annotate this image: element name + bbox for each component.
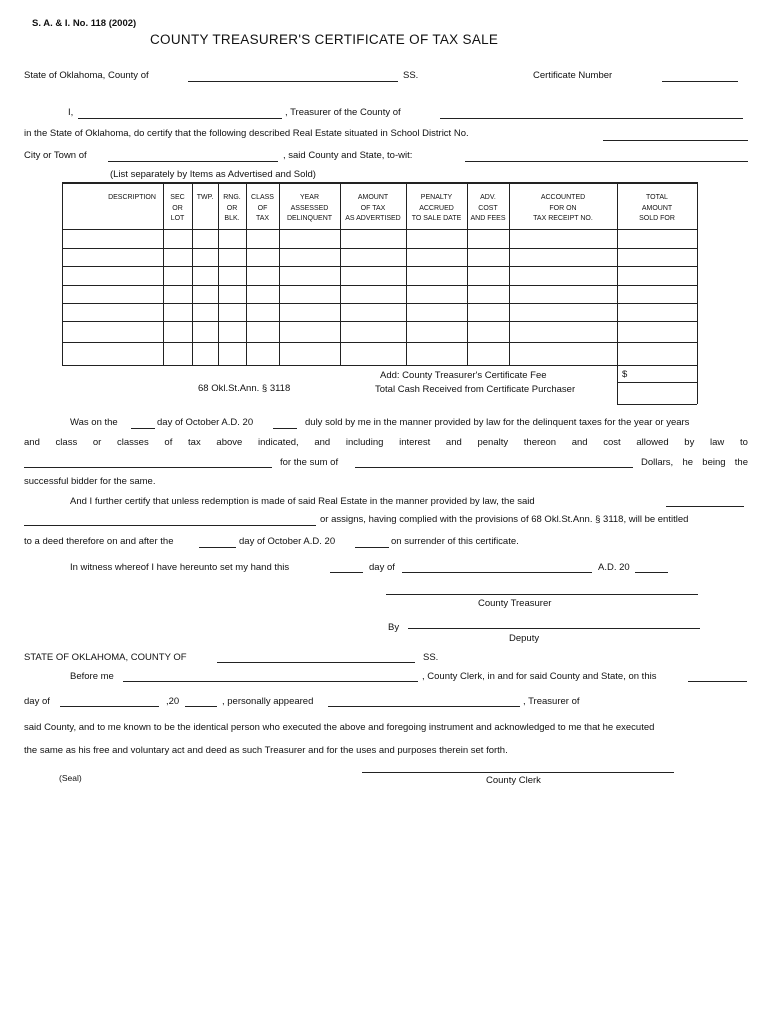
col-header-penalty: PENALTY ACCRUED TO SALE DATE: [411, 194, 462, 222]
table-row[interactable]: [62, 285, 697, 286]
real-estate-field[interactable]: [465, 161, 748, 162]
col-header-description: DESCRIPTION: [108, 194, 156, 201]
sale-year-field[interactable]: [273, 428, 297, 429]
deputy-signature-line[interactable]: [408, 628, 700, 629]
on-surrender-text: on surrender of this certificate.: [391, 536, 519, 547]
said-county-text: said County, and to me known to be the identical person who executed the above and foregoing instrument and acknowledged to me that he executed: [24, 722, 655, 733]
county-clerk-signature-line[interactable]: [362, 772, 674, 773]
col-header-class: CLASS OF TAX: [251, 194, 274, 222]
ack-day-of-label: day of: [24, 696, 50, 707]
col-header-adv: ADV. COST AND FEES: [470, 194, 506, 222]
col-header-sec: SEC OR LOT: [170, 194, 185, 222]
deputy-label: Deputy: [509, 633, 540, 644]
clerk-name-field[interactable]: [123, 681, 418, 682]
witness-day-field[interactable]: [330, 572, 363, 573]
col-header-twp: TWP.: [196, 194, 214, 201]
sum-amount-field[interactable]: [355, 467, 633, 468]
deed-year-field[interactable]: [355, 547, 389, 548]
said-county-label: , said County and State, to-wit:: [283, 150, 413, 161]
witness-ad-label: A.D. 20: [598, 562, 630, 573]
school-district-field[interactable]: [603, 140, 748, 141]
appeared-name-field[interactable]: [328, 706, 520, 707]
witness-day-of-label: day of: [369, 562, 395, 573]
table-row[interactable]: [62, 266, 697, 267]
table-row[interactable]: [62, 303, 697, 304]
duly-sold-text: duly sold by me in the manner provided by law for the delinquent taxes for the year or years: [305, 417, 690, 428]
said-party-field[interactable]: [666, 506, 744, 507]
ack-day-field[interactable]: [688, 681, 747, 682]
col-header-accounted: ACCOUNTED FOR ON TAX RECEIPT NO.: [533, 194, 593, 222]
ack-year-prefix: ,20: [166, 696, 180, 707]
by-label: By: [388, 622, 400, 633]
table-row[interactable]: [62, 342, 697, 343]
treasurer-of-county-label: , Treasurer of the County of: [285, 107, 401, 118]
dollar-sign: $: [622, 369, 628, 380]
assignee-field[interactable]: [24, 525, 316, 526]
ss-label: SS.: [403, 70, 419, 81]
ack-ss-label: SS.: [423, 652, 439, 663]
table-row[interactable]: [62, 321, 697, 322]
witness-month-field[interactable]: [402, 572, 592, 573]
witness-text: In witness whereof I have hereunto set my hand this: [70, 562, 290, 573]
seal-label: (Seal): [59, 773, 82, 783]
personally-appeared-label: , personally appeared: [222, 696, 314, 707]
dollars-label: Dollars, he being the: [641, 457, 748, 468]
deed-day-field[interactable]: [199, 547, 236, 548]
treasurer-signature-line[interactable]: [386, 594, 698, 595]
i-label: I,: [68, 107, 74, 118]
before-me-label: Before me: [70, 671, 114, 682]
col-header-year: YEAR ASSESSED DELINQUENT: [286, 194, 333, 222]
ack-month-field[interactable]: [60, 706, 159, 707]
county-clerk-label: County Clerk: [486, 775, 541, 786]
table-row[interactable]: [62, 248, 697, 249]
further-certify-text: And I further certify that unless redemption is made of said Real Estate in the manner provided by law, the said: [70, 496, 535, 507]
city-field[interactable]: [108, 161, 278, 162]
city-label: City or Town of: [24, 150, 87, 161]
col-header-amount: AMOUNT OF TAX AS ADVERTISED: [345, 194, 401, 222]
county-clerk-text: , County Clerk, in and for said County and State, on this: [422, 671, 657, 682]
for-the-sum-label: for the sum of: [280, 457, 339, 468]
day-of-october-label: day of October A.D. 20: [157, 417, 254, 428]
to-a-deed-text: to a deed therefore on and after the: [24, 536, 174, 547]
certificate-number-field[interactable]: [662, 81, 738, 82]
county-treasurer-label: County Treasurer: [478, 598, 552, 609]
form-number: S. A. & I. No. 118 (2002): [32, 18, 137, 29]
treasurer-of-label: , Treasurer of: [523, 696, 580, 707]
school-district-text: in the State of Oklahoma, do certify that the following described Real Estate situated in School District No.: [24, 128, 469, 139]
ack-county-field[interactable]: [217, 662, 415, 663]
ack-state-county-label: STATE OF OKLAHOMA, COUNTY OF: [24, 652, 187, 663]
ack-year-field[interactable]: [185, 706, 217, 707]
form-title: COUNTY TREASURER'S CERTIFICATE OF TAX SALE: [150, 32, 499, 47]
treasurer-county-field[interactable]: [440, 118, 743, 119]
was-on-label: Was on the: [70, 417, 118, 428]
county-field[interactable]: [188, 81, 398, 82]
same-as-text: the same as his free and voluntary act and deed as such Treasurer and for the uses and purposes therein set forth.: [24, 745, 508, 756]
sale-day-field[interactable]: [131, 428, 155, 429]
witness-year-field[interactable]: [635, 572, 668, 573]
certificate-number-label: Certificate Number: [533, 70, 613, 81]
total-cash-label: Total Cash Received from Certificate Purchaser: [375, 384, 576, 395]
state-county-label: State of Oklahoma, County of: [24, 70, 149, 81]
statute-reference: 68 Okl.St.Ann. § 3118: [198, 383, 291, 394]
col-header-rng: RNG. OR BLK.: [223, 194, 241, 222]
col-header-total: TOTAL AMOUNT SOLD FOR: [639, 194, 675, 222]
or-assigns-text: or assigns, having complied with the provisions of 68 Okl.St.Ann. § 3118, will be entitled: [320, 514, 689, 525]
and-class-line: and class or classes of tax above indicated, and including interest and penalty thereon and cost allowed by law to: [24, 437, 748, 448]
day-of-october-label-2: day of October A.D. 20: [239, 536, 336, 547]
successful-bidder-text: successful bidder for the same.: [24, 476, 156, 487]
certificate-fee-label: Add: County Treasurer's Certificate Fee: [380, 370, 547, 381]
treasurer-name-field[interactable]: [78, 118, 282, 119]
table-caption: (List separately by Items as Advertised and Sold): [110, 169, 316, 180]
bidder-name-field[interactable]: [24, 467, 272, 468]
